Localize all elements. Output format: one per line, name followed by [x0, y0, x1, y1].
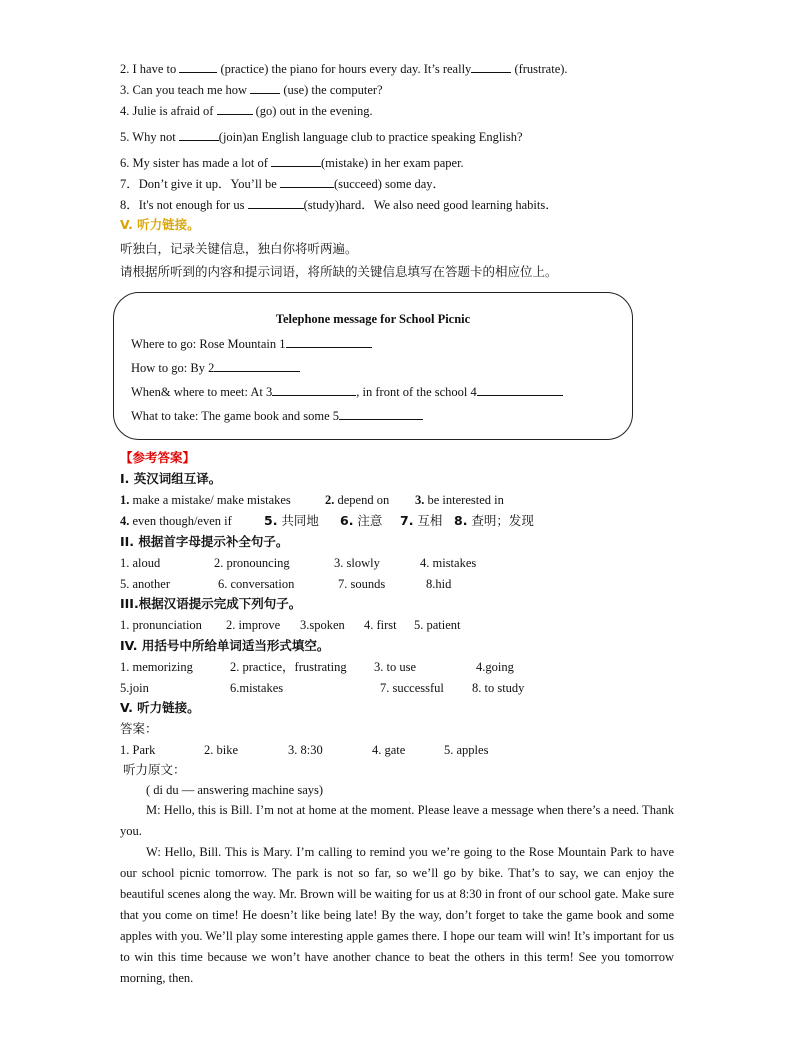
answer-item: 5. another	[120, 577, 170, 591]
answer-key-tag: 【参考答案】	[120, 450, 196, 465]
answer-blank	[179, 128, 219, 141]
exercise-line-2	[120, 60, 568, 77]
answer-item: 6.mistakes	[230, 681, 284, 695]
answer-text: make a mistake/ make mistakes	[129, 493, 291, 507]
answer-item: 1. aloud	[120, 556, 161, 570]
answer-item: 5.join	[120, 681, 149, 695]
message-row-what	[131, 407, 423, 424]
answer-blank	[179, 60, 217, 73]
exercise-text: 8．It's not enough for us	[120, 198, 248, 212]
message-row-how	[131, 359, 300, 376]
exercise-line-5	[120, 128, 523, 145]
telephone-message-box	[113, 292, 633, 440]
answer-item: 7. sounds	[338, 577, 386, 591]
exercise-text: (go) out in the evening.	[252, 104, 373, 118]
answer-text: depend on	[334, 493, 390, 507]
answer-item: 8. to study	[472, 681, 525, 695]
message-box-title: Telephone message for School Picnic	[275, 312, 471, 326]
answer-item: 2. improve	[226, 618, 281, 632]
answer-blank	[280, 175, 334, 188]
answer-item: 2. pronouncing	[214, 556, 290, 570]
answer-blank	[250, 81, 280, 94]
answer-blank	[272, 383, 356, 396]
answer-blank	[217, 102, 253, 115]
exercise-text: (succeed) some day．	[333, 177, 446, 191]
message-row-when	[131, 383, 563, 400]
instruction-line-1: 听独白，记录关键信息，独白你将听两遍。	[120, 241, 358, 256]
exercise-text: 7．Don’t give it up．You’ll be	[120, 177, 280, 191]
answer-item: 1. pronunciation	[120, 618, 202, 632]
answer-blank	[477, 383, 563, 396]
exercise-text: 3. Can you teach me how	[120, 83, 251, 97]
answer-item: 2. bike	[204, 743, 239, 757]
transcript-para-w: W: Hello, Bill. This is Mary. I’m calling to remind you we’re going to the Rose Mountain Park to have our school picnic tomorrow. The park is not so far, so we’ll go by bike. That’s to say, we can enjoy the beautiful scenes along the way. Mr. Brown will be waiting for us at 8:30 in front of our school gate. Make sure that you come on time! He doesn’t like being late! By the way, don’t forget to take the game book and some apples with you. We’ll play some interesting apple games there. I hope our team will win! It’s important for us to win this time because we won’t have another chance to beat the others in this term! See you tomorrow morning, then.	[120, 845, 674, 985]
answer-text: even though/even if	[129, 514, 232, 528]
answer-num: 5.	[264, 513, 278, 528]
answer-item: 1. memorizing	[120, 660, 193, 674]
answer-s1-heading: I. 英汉词组互译。	[120, 471, 222, 486]
answer-text: 共同地	[277, 513, 319, 528]
answer-item: 3. slowly	[334, 556, 380, 570]
answer-item: 4. mistakes	[420, 556, 477, 570]
answer-item: 4.going	[476, 660, 514, 674]
message-label: What to take: The game book and some 5	[131, 409, 340, 423]
answer-num: 3.	[415, 493, 425, 507]
message-label: When& where to meet: At 3	[131, 385, 273, 399]
message-label: How to go: By 2	[131, 361, 215, 375]
answer-blank	[339, 407, 423, 420]
answer-text: 互相	[413, 513, 443, 528]
exercise-line-4	[120, 102, 373, 119]
answer-blank	[271, 154, 321, 167]
exercise-text: 6. My sister has made a lot of	[120, 156, 272, 170]
answer-num: 6.	[340, 513, 354, 528]
answer-item: 3. 8:30	[288, 743, 323, 757]
answer-item: 4. first	[364, 618, 397, 632]
exercise-text: (practice) the piano for hours every day. It’s really	[217, 62, 472, 76]
instruction-line-2: 请根据所听到的内容和提示词语，将所缺的关键信息填写在答题卡的相应位上。	[120, 264, 558, 279]
answer-s4-heading: IV. 用括号中所给单词适当形式填空。	[120, 638, 330, 653]
message-label: Where to go: Rose Mountain 1	[131, 337, 286, 351]
answer-num: 7.	[400, 513, 414, 528]
answer-s3-heading: III.根据汉语提示完成下列句子。	[120, 596, 302, 611]
answer-item: 6. conversation	[218, 577, 295, 591]
answer-num: 4.	[120, 514, 130, 528]
answer-s5-heading: V. 听力链接。	[120, 700, 200, 715]
answer-item: 3.spoken	[300, 618, 345, 632]
exercise-text: 5. Why not	[120, 130, 179, 144]
transcript-para-m: M: Hello, this is Bill. I’m not at home at the moment. Please leave a message when there’s a need. Thank you.	[120, 803, 674, 838]
exercise-line-6	[120, 154, 464, 171]
exercise-line-3	[120, 81, 383, 98]
answer-s2-heading: II. 根据首字母提示补全句子。	[120, 534, 289, 549]
answer-label: 答案：	[120, 721, 158, 736]
exercise-line-7	[120, 175, 445, 192]
answer-item: 2. practice，frustrating	[230, 660, 347, 674]
answer-blank	[248, 196, 304, 209]
answer-text: be interested in	[424, 493, 504, 507]
answer-text: 注意	[353, 513, 383, 528]
answer-num: 2.	[325, 493, 335, 507]
answer-item: 8.hid	[426, 577, 452, 591]
answer-item: 1. Park	[120, 743, 156, 757]
exercise-text: 4. Julie is afraid of	[120, 104, 217, 118]
exercise-line-8	[120, 196, 558, 213]
message-row-where	[131, 335, 372, 352]
answer-blank	[471, 60, 511, 73]
answer-item: 3. to use	[374, 660, 417, 674]
answer-blank	[286, 335, 372, 348]
answer-text: 查明；发现	[467, 513, 534, 528]
answer-num: 1.	[120, 493, 130, 507]
answer-blank	[214, 359, 300, 372]
exercise-text: (frustrate).	[511, 62, 568, 76]
answer-item: 4. gate	[372, 743, 406, 757]
exercise-text: 2. I have to	[120, 62, 180, 76]
exercise-text: (use) the computer?	[280, 83, 383, 97]
exercise-text: (mistake) in her exam paper.	[321, 156, 464, 170]
transcript-label: 听力原文：	[123, 762, 186, 777]
section-5-heading: V. 听力链接。	[120, 217, 200, 232]
transcript-note: ( di du — answering machine says)	[146, 783, 324, 797]
answer-item: 5. patient	[414, 618, 461, 632]
answer-item: 7. successful	[380, 681, 444, 695]
answer-num: 8.	[454, 513, 468, 528]
answer-item: 5. apples	[444, 743, 489, 757]
exercise-text: (join)an English language club to practice speaking English?	[218, 130, 523, 144]
message-label: , in front of the school 4	[356, 385, 477, 399]
exercise-text: (study)hard．We also need good learning habits．	[303, 198, 558, 212]
